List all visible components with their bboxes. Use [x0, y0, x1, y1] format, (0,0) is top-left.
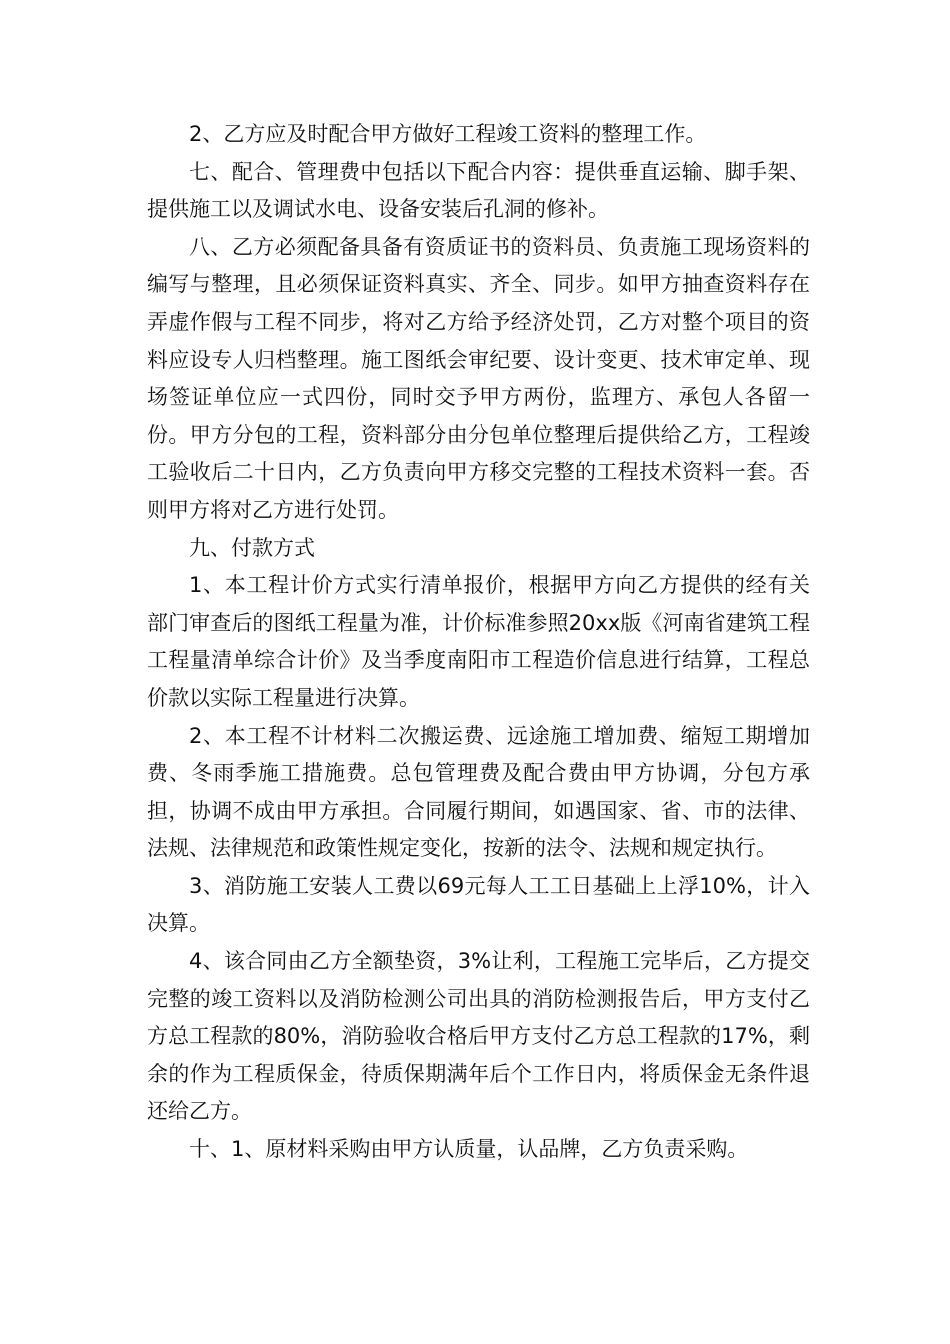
- paragraph-section-10-materials: 十、1、原材料采购由甲方认质量，认品牌，乙方负责采购。: [189, 1137, 749, 1162]
- document-body: [147, 116, 810, 1169]
- paragraph-9-item-1-pricing: 1、本工程计价方式实行清单报价，根据甲方向乙方提供的经有关部门审查后的图纸工程量为准，计价标准参照20xx版《河南省建筑工程工程量清单综合计价》及当季度南阳市工程造价信息进行结算，工程总价款以实际工程量进行决算。: [147, 573, 810, 710]
- paragraph-section-7-coordination: 七、配合、管理费中包括以下配合内容：提供垂直运输、脚手架、提供施工以及调试水电、设备安装后孔洞的修补。: [147, 159, 810, 222]
- paragraph-9-item-3-labor-cost: 3、消防施工安装人工费以69元每人工工日基础上上浮10%，计入决算。: [147, 873, 810, 936]
- paragraph-9-item-2-fees: 2、本工程不计材料二次搬运费、远途施工增加费、缩短工期增加费、冬雨季施工措施费。总包管理费及配合费由甲方协调，分包方承担，协调不成由甲方承担。合同履行期间，如遇国家、省、市的法律、法规、法律规范和政策性规定变化，按新的法令、法规和规定执行。: [147, 723, 810, 861]
- paragraph-section-9-heading: 九、付款方式: [189, 535, 315, 560]
- paragraph-section-8-documentation: 八、乙方必须配备具备有资质证书的资料员、负责施工现场资料的编写与整理，且必须保证资料真实、齐全、同步。如甲方抽查资料存在弄虚作假与工程不同步，将对乙方给予经济处罚，乙方对整个项目的资料应设专人归档整理。施工图纸会审纪要、设计变更、技术审定单、现场签证单位应一式四份，同时交予甲方两份，监理方、承包人各留一份。甲方分包的工程，资料部分由分包单位整理后提供给乙方，工程竣工验收后二十日内，乙方负责向甲方移交完整的工程技术资料一套。否则甲方将对乙方进行处罚。: [147, 234, 810, 522]
- paragraph-item-2-completion-docs: 2、乙方应及时配合甲方做好工程竣工资料的整理工作。: [189, 122, 707, 146]
- paragraph-9-item-4-payment: 4、该合同由乙方全额垫资，3%让利，工程施工完毕后，乙方提交完整的竣工资料以及消防检测公司出具的消防检测报告后，甲方支付乙方总工程款的80%，消防验收合格后甲方支付乙方总工程款的17%，剩余的作为工程质保金，待质保期满年后个工作日内，将质保金无条件退还给乙方。: [147, 949, 810, 1124]
